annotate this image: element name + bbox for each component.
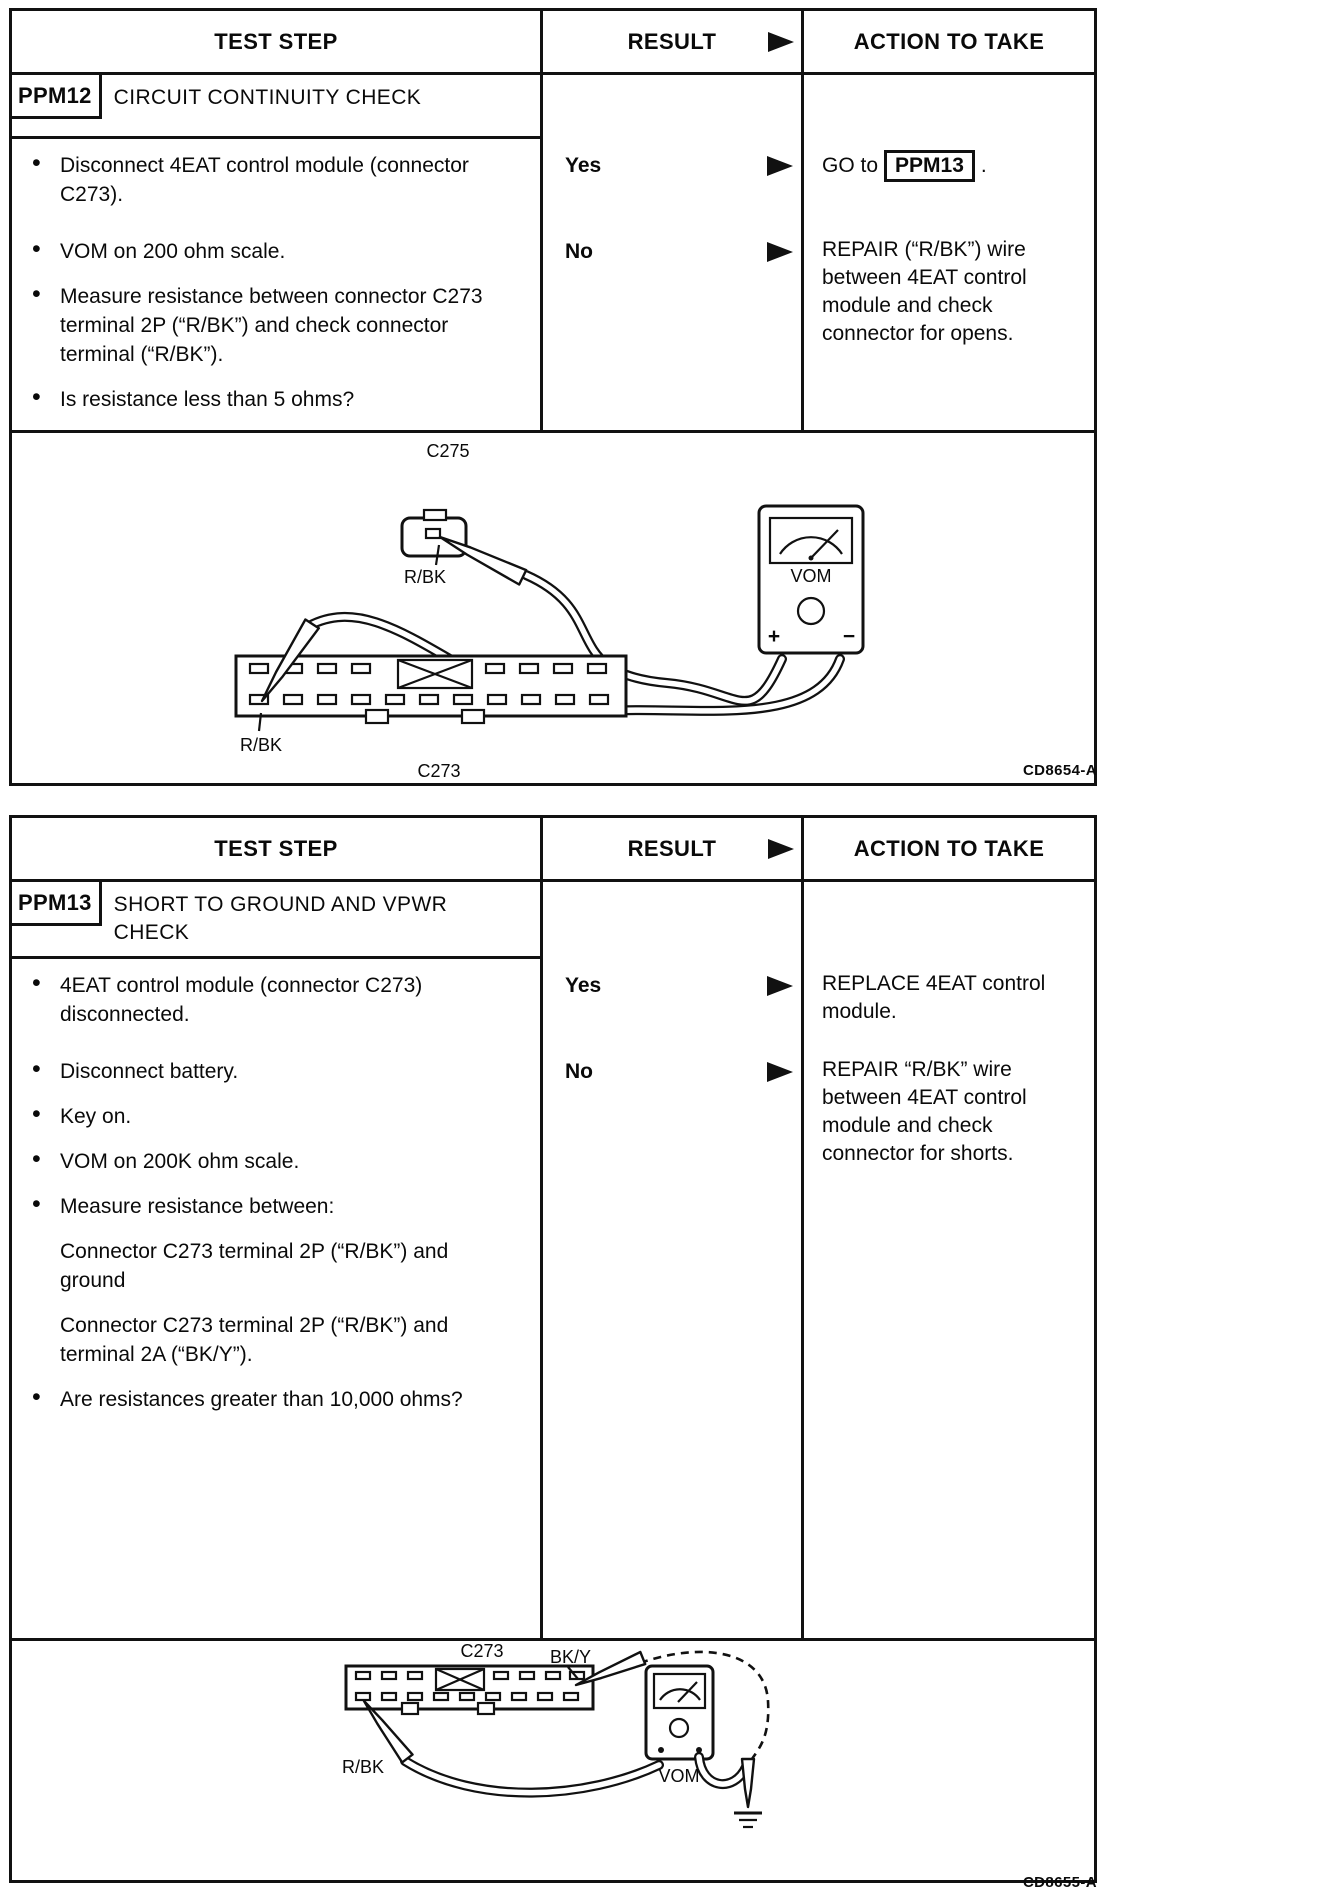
test-step-item: • Key on. [12, 1102, 516, 1131]
ground-symbol-icon [734, 1813, 762, 1827]
result-cell-no [540, 225, 804, 430]
test-step-cell [12, 1045, 540, 1638]
result-arrow-icon [767, 156, 793, 176]
pinpoint-test-table-ppm13 [9, 815, 1097, 1883]
column-header-action [804, 818, 1094, 882]
short-check-diagram [12, 1638, 1094, 1880]
test-step-item: • Disconnect battery. [12, 1057, 516, 1086]
result-column-spacer [540, 75, 804, 139]
action-cell-no [804, 1045, 1094, 1638]
continuity-diagram-svg [12, 433, 1094, 783]
column-header-result [540, 11, 804, 75]
test-step-item: • Measure resistance between connector C273 terminal 2P (“R/BK”) and check connector terminal (“R/BK”). [12, 282, 516, 369]
result-column-spacer [540, 882, 804, 959]
action-header-label: ACTION TO TAKE [853, 835, 1045, 861]
test-step-subitem: Connector C273 terminal 2P (“R/BK”) and ground [60, 1240, 449, 1292]
plus-terminal-label: + [767, 625, 781, 648]
test-step-item: • VOM on 200K ohm scale. [12, 1147, 516, 1176]
test-step-item: • Disconnect 4EAT control module (connector C273). [12, 151, 516, 209]
short-check-diagram-svg [12, 1641, 1094, 1880]
result-cell-yes [540, 959, 804, 1045]
connector-c275-label: C275 [426, 441, 470, 461]
action-column-spacer [804, 75, 1094, 139]
action-text: . [980, 154, 987, 177]
test-step-item: • Is resistance less than 5 ohms? [12, 385, 516, 414]
test-id-badge: PPM12 [12, 75, 102, 119]
test-id-badge: PPM13 [12, 882, 102, 926]
column-header-result [540, 818, 804, 882]
test-title: CIRCUIT CONTINUITY CHECK [113, 86, 422, 109]
result-cell-yes [540, 139, 804, 225]
connector-c273 [346, 1666, 593, 1714]
test-step-item: • VOM on 200 ohm scale. [12, 237, 516, 266]
action-header-label: ACTION TO TAKE [853, 28, 1045, 54]
connector-c273-label: C273 [417, 761, 461, 781]
test-step-item: • Are resistances greater than 10,000 ohms? [12, 1385, 516, 1414]
action-text: REPLACE 4EAT control module. [822, 972, 1046, 1023]
wire-color-label: BK/Y [550, 1647, 592, 1667]
vom-label: VOM [658, 1766, 700, 1786]
column-header-action [804, 11, 1094, 75]
action-cell-yes [804, 139, 1094, 225]
result-header-label: RESULT [627, 835, 717, 861]
result-label: Yes [565, 154, 602, 177]
pinpoint-test-table-ppm12 [9, 8, 1097, 786]
action-cell-no [804, 225, 1094, 430]
wire-color-label: R/BK [404, 567, 447, 587]
figure-code: CD8655-A [1022, 1874, 1097, 1891]
action-column-spacer [804, 882, 1094, 959]
test-step-cell [12, 225, 540, 430]
vom-label: VOM [790, 566, 832, 586]
test-step-header-label: TEST STEP [214, 835, 338, 861]
result-arrow-icon [768, 839, 794, 859]
connector-c273 [236, 656, 626, 723]
result-label: No [565, 240, 593, 263]
result-cell-no [540, 1045, 804, 1638]
test-step-subitem: Connector C273 terminal 2P (“R/BK”) and terminal 2A (“BK/Y”). [60, 1314, 449, 1366]
figure-code: CD8654-A [1022, 762, 1097, 779]
test-step-item: • 4EAT control module (connector C273) disconnected. [12, 971, 516, 1029]
minus-terminal-label: − [842, 625, 856, 648]
result-label: Yes [565, 974, 602, 997]
column-header-test-step [12, 818, 540, 882]
result-arrow-icon [768, 32, 794, 52]
continuity-check-diagram [12, 430, 1094, 783]
vom-meter [646, 1666, 713, 1759]
result-label: No [565, 1060, 593, 1083]
column-header-test-step [12, 11, 540, 75]
result-arrow-icon [767, 242, 793, 262]
test-title: SHORT TO GROUND AND VPWR CHECK [113, 893, 448, 944]
result-arrow-icon [767, 976, 793, 996]
connector-c273-label: C273 [460, 1641, 504, 1661]
result-header-label: RESULT [627, 28, 717, 54]
action-text: GO to [822, 154, 879, 177]
wire-color-label: R/BK [342, 1757, 385, 1777]
ground-probe-icon [742, 1759, 754, 1807]
test-step-header-label: TEST STEP [214, 28, 338, 54]
action-text: REPAIR “R/BK” wire between 4EAT control module and check connector for shorts. [822, 1058, 1027, 1165]
test-title-row [12, 882, 540, 959]
result-arrow-icon [767, 1062, 793, 1082]
action-text: REPAIR (“R/BK”) wire between 4EAT control module and check connector for opens. [822, 238, 1027, 345]
test-title-row [12, 75, 540, 139]
ppm13-reference-box: PPM13 [884, 150, 975, 182]
action-cell-yes [804, 959, 1094, 1045]
test-step-cell [12, 139, 540, 225]
wire-color-label: R/BK [240, 735, 283, 755]
test-step-item: • Measure resistance between: [12, 1192, 516, 1221]
test-step-cell [12, 959, 540, 1045]
